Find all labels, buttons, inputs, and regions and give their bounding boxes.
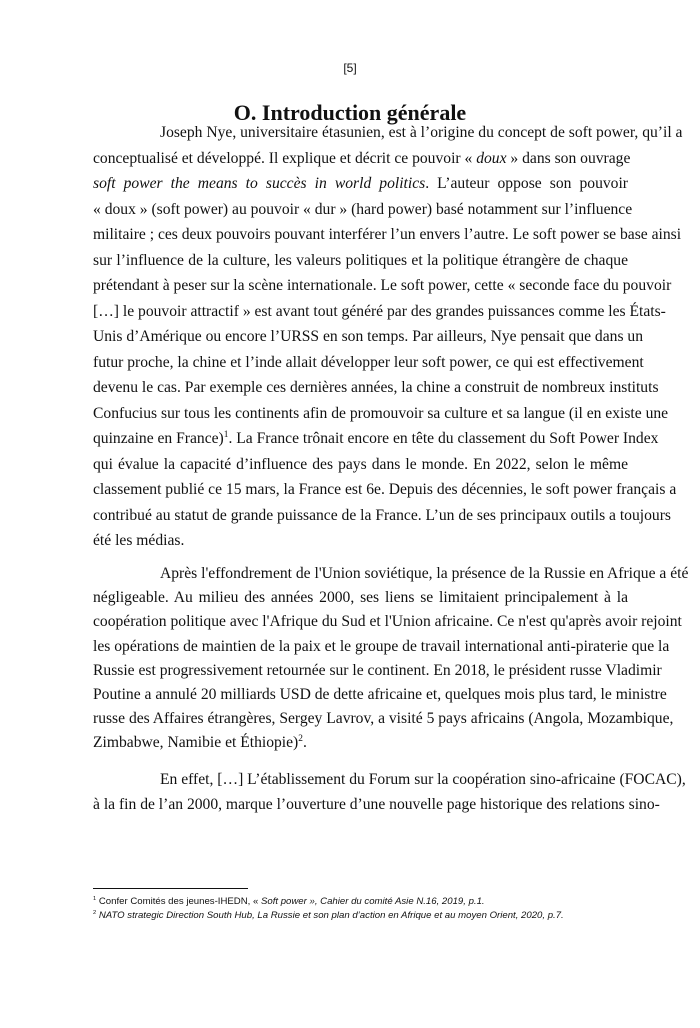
text-run: militaire ; ces deux pouvoirs pouvant interférer l’un envers l’autre. Le soft power se base ainsi [93, 226, 682, 243]
text-run: Zimbabwe, Namibie et Éthiopie) [93, 734, 299, 752]
text-line [93, 120, 683, 146]
text-line [93, 477, 677, 503]
text-run: futur proche, la chine et l’inde allait développer leur soft power, ce qui est effectivement [93, 353, 644, 371]
text-run: russe des Affaires étrangères, Sergey Lavrov, a visité 5 pays africains (Angola, Mozambique, [93, 710, 674, 728]
text-run: quinzaine en France) [93, 430, 224, 447]
section-title: O. Introduction générale [233, 100, 467, 125]
text-run: . L’auteur oppose son pouvoir [425, 175, 628, 192]
text-line [93, 767, 686, 792]
text-line [93, 503, 671, 529]
footnote-reference: 1 [93, 895, 97, 902]
text-run: les opérations de maintien de la paix et le groupe de travail international anti-piraterie que la [93, 637, 670, 655]
text-line [93, 731, 628, 755]
text-run: Confucius sur tous les continents afin de promouvoir sa culture et sa langue (il en existe une [93, 404, 669, 422]
text-run: Confer Comités des jeunes-IHEDN, « [96, 896, 261, 907]
text-run: négligeable. Au milieu des années 2000, ses liens se limitaient principalement à la [93, 589, 628, 607]
footnote-reference: 1 [223, 429, 229, 440]
text-line [93, 707, 674, 731]
text-line [93, 171, 628, 197]
text-line [93, 146, 631, 172]
paragraph-2 [93, 562, 689, 756]
text-run: « doux » (soft power) au pouvoir « dur » (hard power) basé notamment sur l’influence [93, 200, 633, 218]
text-line [93, 350, 644, 376]
text-run: . La France trônait encore en tête du classement du Soft Power Index [228, 430, 659, 447]
footnote-reference: 2 [298, 734, 303, 745]
text-run: doux [476, 149, 507, 167]
text-run: Joseph Nye, universitaire étasunien, est à l’origine du concept de soft power, qu’il a [160, 124, 683, 141]
text-run: Russie est progressivement retournée sur le continent. En 2018, le président russe Vladimir [93, 661, 662, 679]
text-line [93, 452, 628, 478]
text-run: soft power the means to succès in world politics [93, 175, 426, 192]
footnote-1 [93, 895, 653, 909]
text-run: prétendant à peser sur la scène internationale. Le soft power, cette « seconde face du pouvoir [93, 277, 672, 294]
text-run: qui évalue la capacité d’influence des pays dans le monde. En 2022, selon le même [93, 455, 628, 473]
text-line [93, 562, 689, 586]
text-run: Unis d’Amérique ou encore l’URSS en son temps. Par ailleurs, Nye pensait que dans un [93, 328, 644, 345]
text-run: conceptualisé et développé. Il explique et décrit ce pouvoir « [93, 149, 477, 167]
text-run: coopération politique avec l'Afrique du Sud et l'Union africaine. Ce n'est qu'après avoir rejoint [93, 613, 682, 631]
footnotes [93, 895, 653, 923]
text-line [93, 401, 669, 427]
text-run: En effet, […] L’établissement du Forum sur la coopération sino-africaine (FOCAC), [160, 771, 686, 788]
text-run: classement publié ce 15 mars, la France est 6e. Depuis des décennies, le soft power français a [93, 481, 677, 498]
text-line [93, 659, 662, 683]
text-line [93, 248, 628, 274]
text-line [93, 273, 672, 299]
text-line [93, 635, 670, 659]
text-run: Soft power », Cahier du comité Asie N.16, 2019, p.1. [260, 896, 485, 907]
page-number: [5] [343, 61, 357, 75]
text-line [93, 683, 667, 707]
text-line [93, 586, 628, 610]
text-line [93, 375, 659, 401]
text-run: été les médias. [93, 532, 185, 549]
footnote-separator [93, 888, 248, 889]
text-run: NATO strategic Direction South Hub, La Russie et son plan d’action en Afrique et au moyen Orient, 2020, p.7. [98, 910, 564, 921]
text-line [93, 324, 644, 350]
text-run: contribué au statut de grande puissance de la France. L’un de ses principaux outils a toujours [93, 506, 671, 524]
text-line [93, 299, 666, 325]
footnote-2 [93, 909, 653, 923]
text-line [93, 426, 659, 452]
text-run: devenu le cas. Par exemple ces dernières années, la chine a construit de nombreux instituts [93, 379, 659, 396]
text-run: […] le pouvoir attractif » est avant tout généré par des grandes puissances comme les États- [93, 302, 666, 320]
text-line [93, 197, 633, 223]
paragraph-3 [93, 767, 686, 817]
text-line [93, 222, 682, 248]
paragraph-1 [93, 120, 683, 554]
text-run: à la fin de l’an 2000, marque l’ouverture d’une nouvelle page historique des relations sino- [93, 796, 660, 813]
text-line [93, 610, 682, 634]
text-run: » dans son ouvrage [506, 149, 631, 167]
footnote-reference: 2 [93, 909, 97, 916]
text-run: Après l'effondrement de l'Union soviétique, la présence de la Russie en Afrique a été [160, 565, 689, 582]
text-run: . [302, 734, 307, 752]
text-line [93, 528, 628, 554]
text-run: Poutine a annulé 20 milliards USD de dette africaine et, quelques mois plus tard, le ministre [93, 685, 667, 703]
text-run: sur l’influence de la culture, les valeurs politiques et la politique étrangère de chaque [93, 251, 628, 269]
text-line [93, 792, 660, 817]
